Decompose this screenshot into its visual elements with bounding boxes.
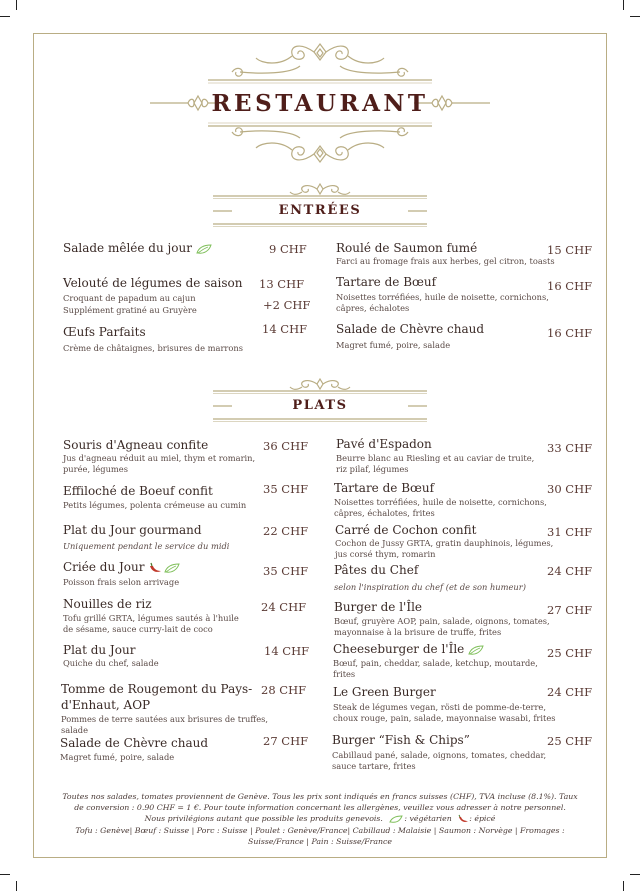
menu-item: [333, 685, 556, 724]
item-name: Le Green Burger: [333, 685, 436, 699]
footer-line: Nous privilégions autant que possible les produits genevois.: [144, 814, 383, 824]
leaf-icon: [388, 814, 404, 824]
item-name: Carré de Cochon confit: [335, 523, 477, 537]
item-description: Jus d'agneau réduit au miel, thym et romarin,: [63, 453, 256, 463]
item-description: Magret fumé, poire, salade: [336, 340, 451, 350]
item-description: Crème de châtaignes, brisures de marrons: [63, 343, 243, 353]
item-name: Nouilles de riz: [63, 597, 152, 611]
menu-item: [63, 643, 159, 669]
item-price: 15 CHF: [547, 243, 593, 257]
section-title-plats: PLATS: [292, 398, 348, 413]
item-description: Bœuf, gruyère AOP, pain, salade, oignons, tomates,: [334, 616, 550, 626]
item-description: câpres, échalotes: [336, 303, 410, 313]
item-price: 16 CHF: [547, 279, 593, 293]
item-description: purée, légumes: [63, 464, 128, 474]
item-name-continued: d'Enhaut, AOP: [61, 698, 151, 712]
leaf-icon: [467, 644, 485, 656]
item-description: Poisson frais selon arrivage: [63, 577, 180, 587]
menu-item: [60, 736, 208, 763]
item-description: de sésame, sauce curry-lait de coco: [63, 624, 213, 634]
item-description: riz pilaf, légumes: [336, 464, 409, 474]
crop-mark: [0, 874, 10, 875]
leaf-icon: [163, 562, 181, 574]
item-description: mayonnaise à la brisure de truffe, frites: [334, 627, 502, 637]
item-price: 36 CHF: [263, 439, 309, 453]
item-description: Pommes de terre sautées aux brisures de truffes,: [61, 714, 269, 724]
item-price: 35 CHF: [263, 564, 309, 578]
page-title: RESTAURANT: [211, 90, 429, 117]
item-description: Farci au fromage frais aux herbes, gel citron, toasts: [336, 256, 555, 266]
item-description: salade: [61, 725, 89, 735]
footer-line: Tofu : Genève| Bœuf : Suisse | Porc : Suisse | Poulet : Genève/France| Cabillaud : Malaisie | Saumon : Norvège | Fromages :: [75, 825, 565, 835]
item-name: Pavé d'Espadon: [336, 437, 432, 451]
crop-mark: [623, 881, 624, 891]
item-price: 16 CHF: [547, 326, 593, 340]
spicy-legend-label: : épicé: [469, 814, 496, 824]
item-description: Croquant de papadum au cajun: [63, 293, 196, 303]
item-description: Cochon de Jussy GRTA, gratin dauphinois, légumes,: [335, 538, 554, 548]
item-price: 9 CHF: [269, 242, 307, 256]
item-name: Cheeseburger de l'Île: [333, 642, 465, 656]
item-price: 24 CHF: [261, 600, 307, 614]
item-description: Noisettes torréfiées, huile de noisette, cornichons,: [334, 497, 547, 507]
menu-item: [63, 241, 213, 256]
menu-item: [63, 438, 255, 475]
item-name: Salade de Chèvre chaud: [60, 736, 209, 750]
menu-item: [336, 275, 549, 314]
menu-item: [336, 322, 484, 351]
item-name: Burger de l'Île: [334, 600, 423, 614]
item-description: Noisettes torréfiées, huile de noisette, cornichons,: [336, 292, 549, 302]
item-name: Souris d'Agneau confite: [63, 438, 209, 452]
item-description: Petits légumes, polenta crémeuse au cumin: [63, 500, 247, 510]
item-price: 25 CHF: [547, 734, 593, 748]
item-description: Steak de légumes vegan, rösti de pomme-de-terre,: [333, 702, 546, 712]
item-description: choux rouge, pain, salade, mayonnaise wasabi, frites: [333, 713, 556, 723]
item-name: Tomme de Rougemont du Pays-: [61, 682, 253, 696]
menu-item: [61, 682, 268, 736]
crop-mark: [16, 881, 17, 891]
item-name: Tartare de Bœuf: [336, 275, 437, 289]
item-name: Pâtes du Chef: [334, 563, 419, 577]
leaf-icon: [195, 243, 213, 255]
item-description: selon l'inspiration du chef (et de son humeur): [334, 582, 526, 592]
item-price: 22 CHF: [263, 524, 309, 538]
footer-line: de conversion : 0.90 CHF = 1 €. Pour toute information concernant les allergènes, veuillez vous adresser à notre personnel.: [74, 803, 566, 813]
item-price: 25 CHF: [547, 646, 593, 660]
footer-line: Toutes nos salades, tomates proviennent de Genève. Tous les prix sont indiqués en francs suisses (CHF), TVA incluse (8.1%). Taux: [62, 792, 578, 801]
item-description: Supplément gratiné au Gruyère: [63, 305, 197, 315]
item-name: Œufs Parfaits: [63, 325, 146, 339]
crop-mark: [630, 874, 640, 875]
menu-item: [336, 241, 555, 267]
menu-item: [336, 437, 534, 475]
footer-line: Suisse/France | Pain : Suisse/France: [247, 836, 392, 846]
menu-item: [63, 484, 246, 511]
menu-item: [63, 325, 243, 354]
item-description: sauce tartare, frites: [332, 761, 416, 771]
item-price: 24 CHF: [547, 564, 593, 578]
chili-icon: [148, 562, 162, 574]
item-name: Roulé de Saumon fumé: [336, 241, 478, 255]
menu-item: [334, 563, 526, 593]
item-price: 14 CHF: [262, 322, 308, 336]
item-description: Quiche du chef, salade: [63, 658, 159, 668]
item-price: 30 CHF: [547, 482, 593, 496]
item-name: Plat du Jour gourmand: [63, 523, 202, 537]
menu-item: [63, 560, 181, 588]
menu-item: [334, 481, 547, 519]
menu-item: [334, 600, 550, 638]
item-price: 33 CHF: [547, 441, 593, 455]
chili-icon: [457, 814, 469, 824]
footer-legend: [60, 813, 580, 824]
item-name: Effiloché de Boeuf confit: [63, 484, 213, 498]
menu-item: [335, 523, 553, 560]
footer-notes: [60, 791, 580, 847]
section-title-entrees: ENTRÉES: [278, 203, 362, 218]
item-description: Magret fumé, poire, salade: [60, 752, 175, 762]
item-price: 24 CHF: [547, 685, 593, 699]
item-description: Cabillaud pané, salade, oignons, tomates, cheddar,: [332, 750, 547, 760]
item-name: Tartare de Bœuf: [334, 481, 435, 495]
menu-item: [63, 276, 242, 316]
item-description: Beurre blanc au Riesling et au caviar de truite,: [336, 453, 535, 463]
item-name: Plat du Jour: [63, 643, 136, 657]
item-name: Criée du Jour: [63, 560, 145, 574]
veg-legend-label: : végétarien: [404, 814, 452, 824]
item-description: Tofu grillé GRTA, légumes sautés à l'huile: [63, 613, 239, 623]
item-price: 31 CHF: [547, 525, 593, 539]
menu-item: [332, 733, 546, 772]
item-price: 27 CHF: [263, 734, 309, 748]
menu-item: [63, 523, 229, 552]
item-name: Burger “Fish & Chips”: [332, 733, 470, 747]
menu-item: [333, 642, 538, 680]
item-description: Bœuf, pain, cheddar, salade, ketchup, moutarde,: [333, 658, 538, 668]
item-description: frites: [333, 669, 356, 679]
item-price: 13 CHF: [259, 277, 305, 291]
item-supplement-price: +2 CHF: [263, 298, 311, 312]
item-price: 27 CHF: [547, 603, 593, 617]
item-description: câpres, échalotes, frites: [334, 508, 435, 518]
item-description: Uniquement pendant le service du midi: [63, 541, 230, 551]
item-price: 28 CHF: [261, 683, 307, 697]
item-name: Salade de Chèvre chaud: [336, 322, 485, 336]
item-price: 14 CHF: [264, 644, 310, 658]
item-price: 35 CHF: [263, 482, 309, 496]
item-name: Salade mêlée du jour: [63, 241, 192, 255]
menu-item: [63, 597, 239, 635]
item-description: jus corsé thym, romarin: [335, 549, 436, 559]
item-name: Velouté de légumes de saison: [63, 276, 243, 290]
